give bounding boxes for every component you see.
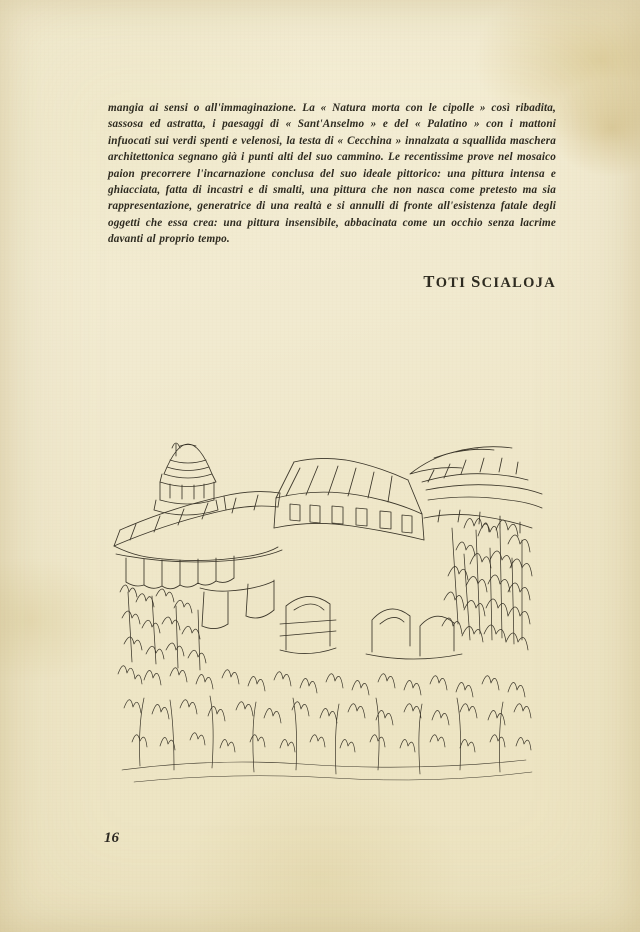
illustration-plate xyxy=(104,378,544,798)
signature-initial-last: S xyxy=(471,272,482,291)
article-body xyxy=(108,100,556,248)
landscape-drawing-icon xyxy=(104,378,544,798)
author-signature xyxy=(108,272,556,292)
signature-first-rest: OTI xyxy=(435,275,467,291)
signature-last-rest: CIALOJA xyxy=(481,275,556,291)
page-number: 16 xyxy=(104,830,119,846)
body-paragraph: mangia ai sensi o all'immaginazione. La « Natura morta con le cipolle » così ribadita, sassosa ed astratta, i paesaggi di « Sant'Anselmo » e del « Palatino » con i mattoni infuocati sui verdi spenti e velenosi, la testa di « Cecchina » innalzata a squallida maschera architettonica segnano già i punti alti del suo cammino. Le recentissime prove nel mosaico paion precorrere l'incarnazione conclusa del suo ideale pittorico: una pittura intensa e ghiacciata, fatta di incastri e di smalti, una pittura che non nasca come pretesto ma sia rappresentazione, generatrice di una realtà e si annulli di fronte all'esistenza fatale degli oggetti che essa crea: una pittura insensibile, abbacinata come un occhio senza lacrime davanti al proprio tempo. xyxy=(108,102,556,246)
signature-initial-first: T xyxy=(423,272,436,291)
